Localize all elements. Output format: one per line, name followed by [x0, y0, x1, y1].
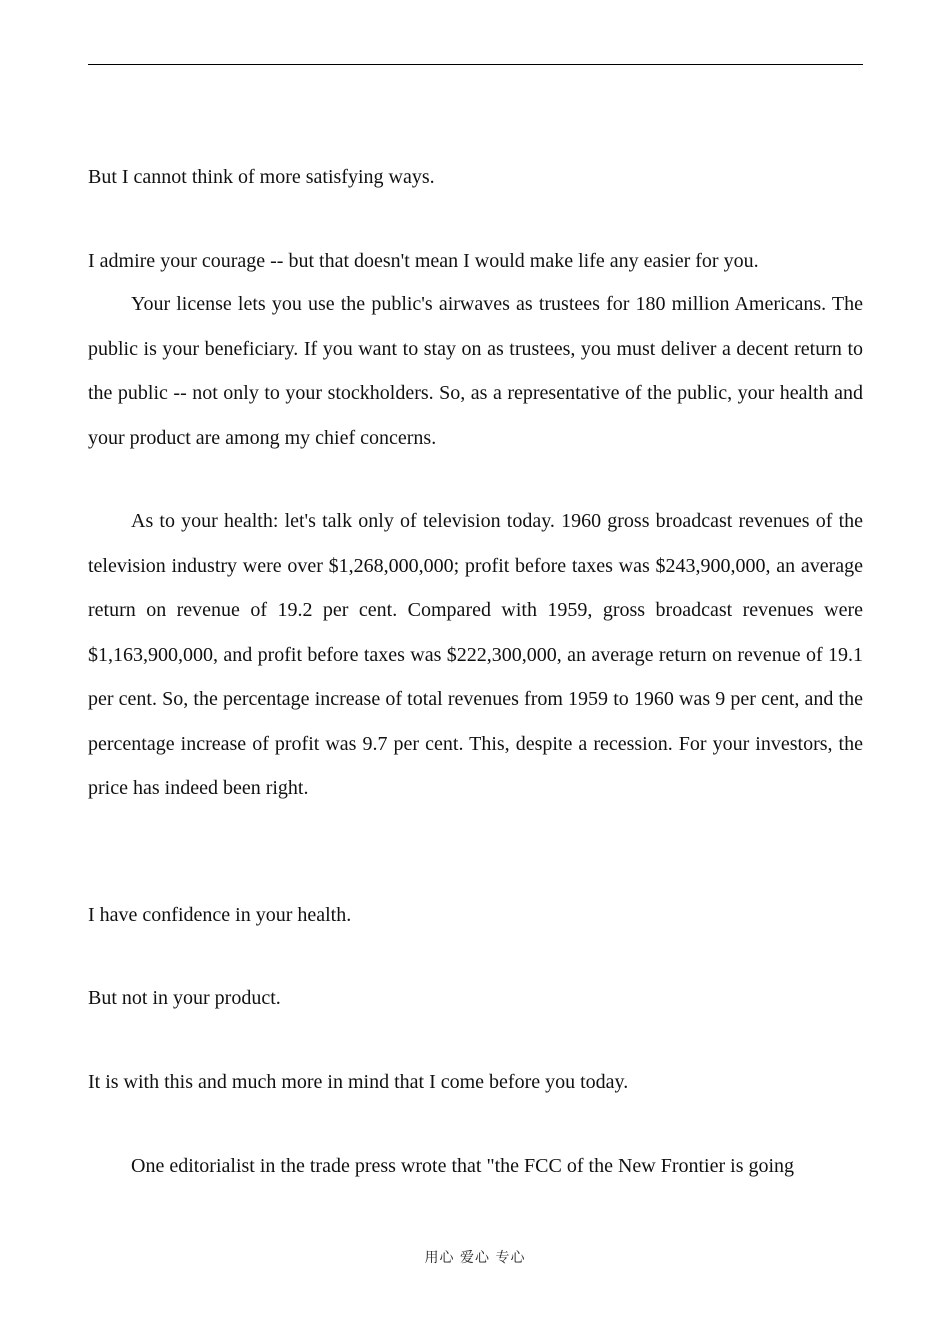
paragraph-health: As to your health: let's talk only of television today. 1960 gross broadcast revenues of the television industry were over $1,268,000,000; profit before taxes was $243,900,000, an average return on revenue of 19.2 per cent. Compared with 1959, gross broadcast revenues were $1,163,900,000, and profit before taxes was $222,300,000, an average return on revenue of 19.1 per cent. So, the percentage increase of total revenues from 1959 to 1960 was 9 per cent, and the percentage increase of profit was 9.7 per cent. This, despite a recession. For your investors, the price has indeed been right.	[88, 510, 863, 799]
text-line-admire-courage: I admire your courage -- but that doesn't mean I would make life any easier for you.	[88, 250, 759, 272]
paragraph-editorialist: One editorialist in the trade press wrote that "the FCC of the New Frontier is going	[131, 1155, 795, 1177]
page-footer: 用心 爱心 专心	[424, 1250, 526, 1266]
text-line-product: But not in your product.	[88, 987, 281, 1009]
text-line-confidence: I have confidence in your health.	[88, 904, 352, 926]
text-line-in-mind: It is with this and much more in mind that I come before you today.	[88, 1071, 629, 1093]
paragraph-license: Your license lets you use the public's airwaves as trustees for 180 million Americans. The public is your beneficiary. If you want to stay on as trustees, you must deliver a decent return to the public -- not only to your stockholders. So, as a representative of the public, your health and your product are among my chief concerns.	[88, 293, 863, 449]
text-line-satisfying-ways: But I cannot think of more satisfying ways.	[88, 166, 435, 188]
header-rule	[88, 64, 863, 65]
